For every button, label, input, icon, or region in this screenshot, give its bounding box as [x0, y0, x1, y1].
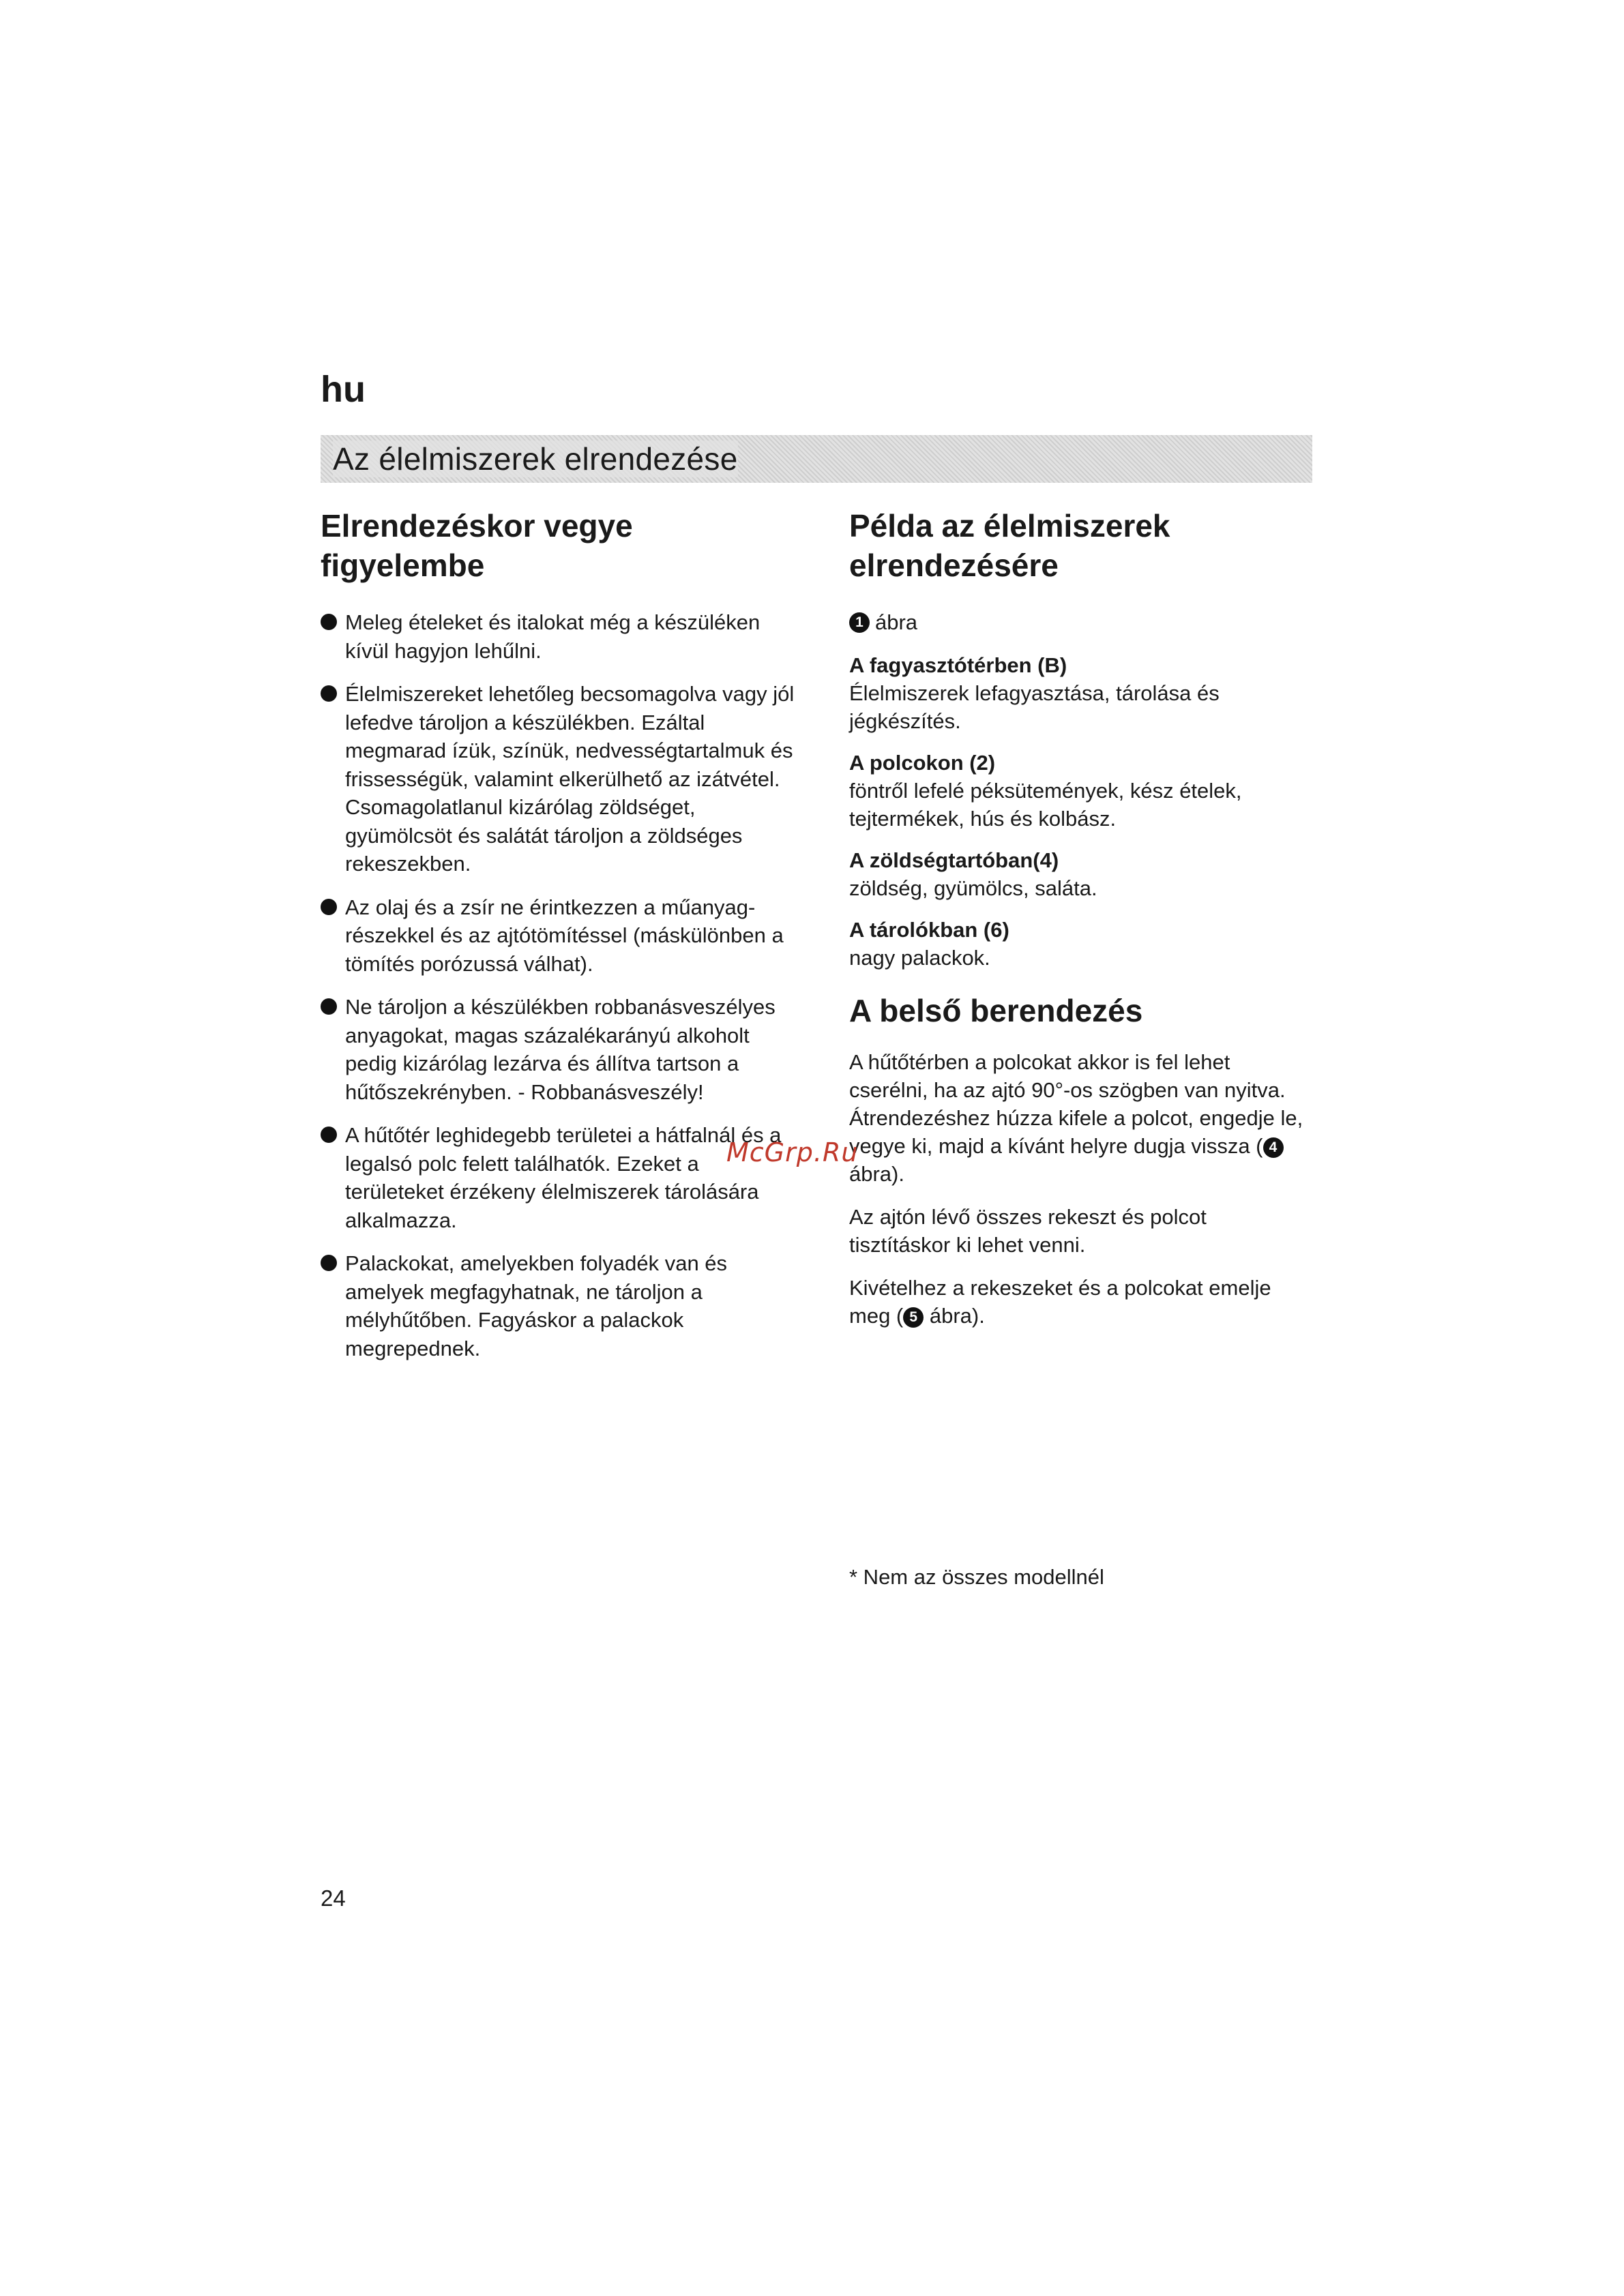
- example-heading: Példa az élelmiszerek elrendezésére: [849, 508, 1170, 583]
- page-number: 24: [321, 1885, 346, 1911]
- storage-item: [849, 916, 1313, 972]
- right-column: [849, 506, 1313, 1345]
- door-paragraph: Az ajtón lévő összes rekeszt és polcot tisztításkor ki lehet venni.: [849, 1205, 1207, 1257]
- list-item: Élelmiszereket lehetőleg becsomagolva vagy jól lefedve tároljon a készülékben. Ezáltal megmarad ízük, színük, nedvességtartalmuk és frissességük, valamint elkerülhető az izátvétel. Csomagolatlanul kizárólag zöldséget, gyümölcsöt és salátát tároljon a zöldséges rekeszekben.: [321, 680, 798, 878]
- figure-number-icon: 4: [1263, 1137, 1284, 1158]
- left-column: [321, 506, 798, 1377]
- bullet-icon: [321, 899, 337, 915]
- storage-item: [849, 749, 1313, 833]
- storage-item-title: A fagyasztótérben (B): [849, 653, 1067, 677]
- section-title: Az élelmiszerek elrendezése: [333, 441, 738, 477]
- list-item: A hűtőtér leghidegebb területei a hátfalnál és a legalsó polc felett találhatók. Ezeket a területeket érzékeny élelmiszerek tárolására alkalmazza.: [321, 1121, 798, 1234]
- list-item: Meleg ételeket és italokat még a készüléken kívül hagyjon lehűlni.: [321, 608, 798, 665]
- storage-item: [849, 651, 1313, 735]
- list-item: Az olaj és a zsír ne érintkezzen a műanyag-részekkel és az ajtótömítéssel (máskülönben a tömítés porózussá válhat).: [321, 893, 798, 979]
- section-banner: [321, 435, 1312, 483]
- left-heading: Elrendezéskor vegye figyelembe: [321, 508, 633, 583]
- bullet-icon: [321, 998, 337, 1015]
- storage-item-title: A zöldségtartóban(4): [849, 848, 1059, 872]
- storage-item-title: A polcokon (2): [849, 751, 996, 775]
- figure-reference: 1 ábra: [849, 608, 1313, 636]
- shelf-paragraph: A hűtőtérben a polcokat akkor is fel lehet cserélni, ha az ajtó 90°-os szögben van nyitva. Átrendezéshez húzza kifele a polcot, engedje le, vegye ki, majd a kívánt helyre dugja vissza ( 4 ábra).: [849, 1050, 1303, 1186]
- language-code: hu: [321, 369, 366, 410]
- tips-list: [321, 608, 798, 1362]
- watermark: McGrp.Ru: [726, 1137, 859, 1167]
- bullet-icon: [321, 1127, 337, 1143]
- bullet-icon: [321, 614, 337, 630]
- figure-number-icon: 1: [849, 612, 870, 633]
- storage-item-text: Élelmiszerek lefagyasztása, tárolása és jégkészítés.: [849, 681, 1220, 733]
- storage-item-text: nagy palackok.: [849, 946, 990, 970]
- storage-item-text: föntről lefelé péksütemények, kész ételek, tejtermékek, hús és kolbász.: [849, 779, 1242, 831]
- storage-item-text: zöldség, gyümölcs, saláta.: [849, 876, 1097, 900]
- list-item: Ne tároljon a készülékben robbanásveszélyes anyagokat, magas százalékarányú alkoholt pedig kizárólag lezárva és állítva tartson a hűtőszekrényben. - Robbanásveszély!: [321, 993, 798, 1106]
- list-item: Palackokat, amelyekben folyadék van és amelyek megfagyhatnak, ne tároljon a mélyhűtőben. Fagyáskor a palackok megrepednek.: [321, 1249, 798, 1362]
- removal-paragraph: Kivételhez a rekeszeket és a polcokat emelje meg ( 5 ábra).: [849, 1276, 1271, 1328]
- bullet-icon: [321, 1255, 337, 1271]
- interior-heading: A belső berendezés: [849, 993, 1143, 1028]
- bullet-icon: [321, 685, 337, 702]
- storage-item-title: A tárolókban (6): [849, 918, 1009, 942]
- storage-item: [849, 846, 1313, 902]
- figure-number-icon: 5: [903, 1307, 924, 1328]
- footnote: * Nem az összes modellnél: [849, 1565, 1104, 1589]
